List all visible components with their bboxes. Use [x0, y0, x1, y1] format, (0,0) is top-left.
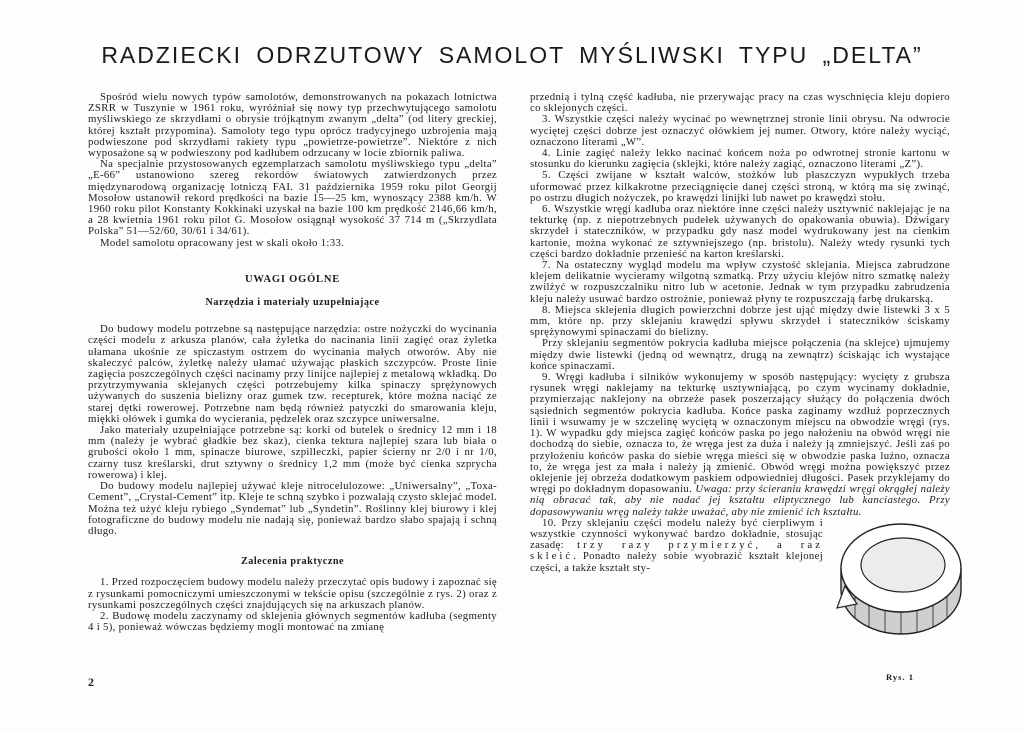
- practical-item-8: 8. Miejsca sklejenia długich powierzchni dobrze jest ująć między dwie listewki 3 x 5 mm, które np. przy sklejaniu krawędzi spływu skrzydeł i stateczników ściskamy sprężynowymi spinaczami do bielizny.: [530, 303, 950, 339]
- intro-paragraph-3: Model samolotu opracowany jest w skali około 1:33.: [100, 236, 345, 249]
- practical-item-4: 4. Linie zagięć należy lekko nacinać końcem noża po odwrotnej stronie kartonu w stosunku do kierunku zagięcia (sklejki, które należy zagiąć, oznaczono literami „Z”).: [530, 147, 950, 171]
- left-column: [88, 92, 497, 633]
- tools-paragraph-2: Jako materiały uzupełniające potrzebne są: korki od butelek o średnicy 12 mm i 18 mm (należy je wybrać gładkie bez skaz), cienka tektura najlepiej szara lub biała o grubości około 1 mm, spinacze biurowe, szpilleczki, papier ścierny nr 2/0 i nr 1/0, czarny tusz kreślarski, drut sztywny o średnicy 1,2 mm (może być cienka szprycha rowerowa) i klej.: [88, 424, 497, 481]
- right-column: [530, 92, 950, 690]
- page-number: 2: [88, 675, 94, 689]
- tools-paragraph-3: Do budowy modelu najlepiej używać kleje nitrocelulozowe: „Uniwersalny”, „Toxa-Cement”, „Crystal-Cement” itp. Kleje te schną szybko i pozwalają czysto sklejać model. Można też użyć kleju rybiego „Syndemat” lub „Syndetin”. Roślinny klej biurowy i klej fotograficzne do budowy modelu nie nadają się, ponieważ bardzo słabo spajają i schną długo.: [88, 480, 497, 537]
- subsection-heading-tools: Narzędzia i materiały uzupełniające: [205, 297, 380, 309]
- figure-caption: Rys. 1: [886, 672, 914, 682]
- item-10-text-after: . Ponadto należy sobie wyobrazić kształt klejonej części, a także kształt sty-: [530, 550, 823, 574]
- item-10-rule: trzy razy przymierzyć, a raz skleić: [530, 539, 823, 563]
- practical-item-3: 3. Wszystkie części należy wycinać po wewnętrznej stronie linii obrysu. Na odwrocie wyciętej części dobrze jest oznaczyć ołówkiem jej numer. Otwory, które należy wyciąć, oznaczono literami „W”.: [530, 113, 950, 148]
- practical-item-7: 7. Na ostateczny wygląd modelu ma wpływ czystość sklejania. Miejsca zabrudzone klejem delikatnie wycieramy wilgotną szmatką. Przy użyciu klejów nitro szmatkę należy zwilżyć w rozpuszczalniku nitro lub w acetonie. Jednak w tym przypadku zabrudzenia kleju należy usuwać bardzo ostrożnie, ponieważ płyny te rozpuszczają farbę drukarską.: [530, 259, 950, 305]
- figure-rys-1: [835, 518, 965, 690]
- practical-item-2: 2. Budowę modelu zaczynamy od sklejenia głównych segmentów kadłuba (segmenty 4 i 5), ponieważ wówczas będziemy mogli montować na zmianę: [88, 609, 497, 634]
- ring-illustration: [835, 518, 967, 658]
- intro-paragraph-1: Spośród wielu nowych typów samolotów, demonstrowanych na pokazach lotnictwa ZSRR w Tuszynie w 1961 roku, wyróżniał się nowy typ przechwytującego samolotu myśliwskiego ze skrzydłami o obrysie trójkątnym zwanym „delta” (od litery greckiej, której kształt przypomina). Samoloty tego typu oprócz tradycyjnego uzbrojenia mają podwieszone pod skrzydłami rakiety typu „powietrze-powietrze”. Niektóre z nich wyposażone są w podwieszony pod kadłubem odrzucany w locie zbiornik paliwa.: [88, 91, 497, 160]
- item-9-note: Uwaga: przy ścieraniu krawędzi wręgi okrągłej należy nią obracać tak, aby nie nadać jej kształtu eliptycznego lub kanciastego. Przy dopasowywaniu wręg należy także uważać, aby nie zmienić ich kształtu.: [530, 483, 950, 518]
- section-heading: UWAGI OGÓLNE: [244, 273, 341, 285]
- practical-item-1: 1. Przed rozpoczęciem budowy modelu należy przeczytać opis budowy i zapoznać się z rysunkami pomocniczymi umieszczonymi w tekście opisu (szczególnie z rys. 2) oraz z rysunkami poszczególnych części znajdujących się na arkuszach planów.: [88, 576, 497, 611]
- subsection-heading-practical: Zalecenia praktyczne: [240, 556, 345, 568]
- practical-item-9: [530, 372, 950, 518]
- tools-paragraph-1: Do budowy modelu potrzebne są następujące narzędzia: ostre nożyczki do wycinania części modelu z arkusza planów, cała żyletka do nacinania linii zagięć oraz żyletka ułamana ukośnie ze spiczastym ostrzem do wycinania małych otworów. Aby nie skaleczyć palców, żyletkę należy ułamać używając płaskich szczypców. Proste linie zagięcia poszczególnych części nacinamy przy linijce najlepiej z metalową wkładką. Do przytrzymywania sklejanych części potrzebujemy kilka spinaczy sprężynowych używanych do suszenia bielizny oraz gumek tzw. recepturek, które można naciąć ze starej dętki rowerowej. Potrzebne nam będą również patyczki do smarowania kleju, miękki ołówek i gumka do wycierania, pędzelek oraz szczypce uniwersalne.: [88, 323, 497, 425]
- ring-inner-edge: [861, 538, 945, 592]
- practical-item-6: 6. Wszystkie wręgi kadłuba oraz niektóre inne części należy usztywnić naklejając je na tekturkę (np. z niepotrzebnych pudełek używanych do opakowania obuwia). Dźwigary skrzydeł i stateczników, w przypadku gdy nasz model wydrukowany jest na cienkim kartonie, można wykonać ze sztywniejszego (np. bristolu). Należy wtedy rysunki tych części bardzo dokładnie przenieść na karton kreślarski.: [530, 203, 950, 260]
- item-10-text-before: 10. Przy sklejaniu części modelu należy być cierpliwym i wszystkie czynności wykonywać bardzo dokładnie, stosując zasadę:: [530, 516, 823, 552]
- page-title: RADZIECKI ODRZUTOWY SAMOLOT MYŚLIWSKI TYPU „DELTA”: [101, 42, 923, 68]
- intro-paragraph-2: Na specjalnie przystosowanych egzemplarzach samolotu myśliwskiego typu „delta” „E-66” ustanowiono szereg rekordów światowych zatwierdzonych przez międzynarodową organizację lotniczą FAI. 31 października 1959 roku pilot Georgij Mosołow ustanowił rekord prędkości na bazie 15—25 km, wynoszący 2388 km/h. W 1960 roku pilot Konstanty Kokkinaki uzyskał na bazie 100 km prędkość 2146,66 km/h, a 28 kwietnia 1961 roku pilot G. Mosołow osiągnął wysokość 37 714 m („Skrzydlata Polska” 51—52/60, 30/61 i 34/61).: [88, 158, 497, 238]
- practical-item-5: 5. Części zwijane w kształt walców, stożków lub płaszczyzn wypukłych trzeba uformować przez kilkakrotne przeciągnięcie danej części stroną, w którą ma się zwinąć, po ostrzu długich nożyczek, po krawędzi linijki lub nawet po krawędzi stołu.: [530, 169, 950, 204]
- practical-item-8-continued: Przy sklejaniu segmentów pokrycia kadłuba miejsce połączenia (na sklejce) ujmujemy między dwie listewki (jedną od wewnątrz, drugą na zewnątrz) ściskając ich wystające końce spinaczami.: [530, 337, 950, 372]
- item-9-text: 9. Wręgi kadłuba i silników wykonujemy w sposób następujący: wycięty z grubsza rysunek wręgi naklejamy na tekturkę usztywniającą, po czym wycinamy dokładnie, przymierzając naklejony na obrzeże pasek poszerzający służący do połączenia dwóch sąsiednich segmentów pokrycia kadłuba. Końce paska zaginamy wzdłuż poprzecznych linii i wsuwamy je w szczelinę wyciętą w oznaczonym miejscu na obwodzie wręgi (rys. 1). W wypadku gdy miejsca zagięć końców paska po jego nałożeniu na obwód wręgi nie dochodzą do siebie, oznacza to, że wręga jest za duża i należy ją zmniejszyć. Jeśli zaś po przyłożeniu końców paska do siebie wręga mieści się w obwodzie paska luźno, oznacza to, że wręga jest za mała i należy ją zmienić. Obwód wręgi można powiększyć przez oklejenie jej obrzeża dodatkowym paskiem odpowiedniej długości. Pasek przyklejamy do wręgi po dokładnym dopasowaniu.: [530, 371, 950, 496]
- continued-paragraph: przednią i tylną część kadłuba, nie przerywając pracy na czas wyschnięcia kleju dopiero co sklejonych części.: [530, 91, 950, 115]
